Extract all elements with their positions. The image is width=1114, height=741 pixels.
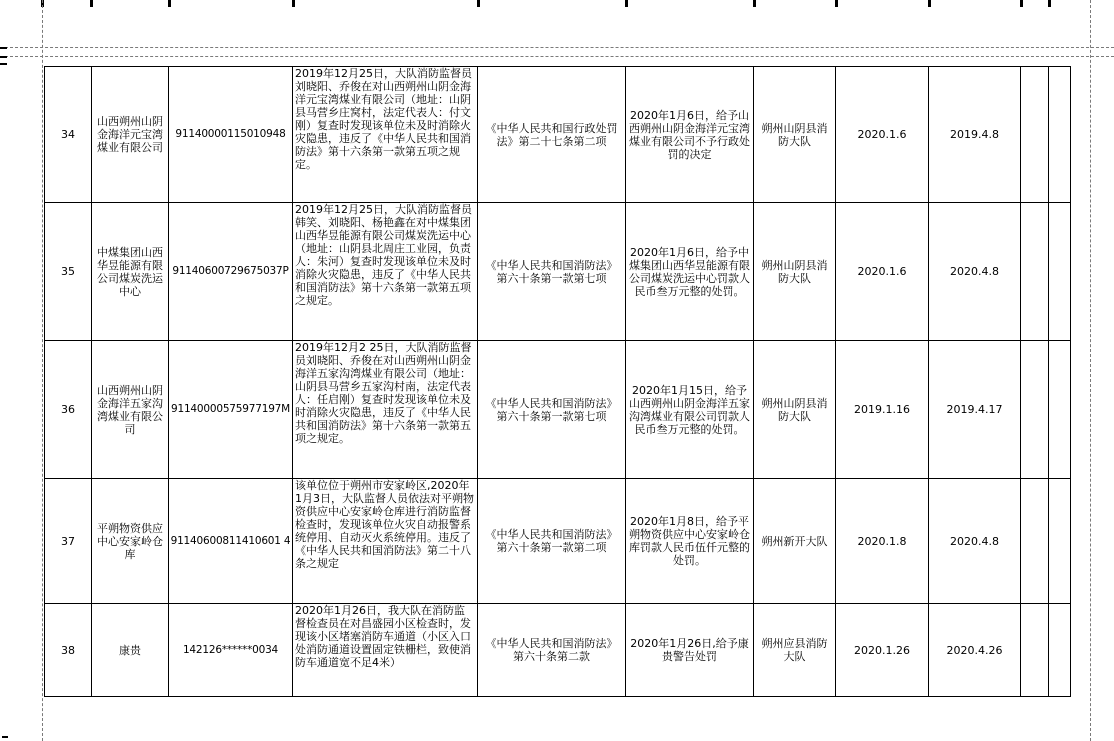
penalty-organ: 朔州山阴县消防大队 xyxy=(754,203,836,341)
empty-cell xyxy=(1021,203,1049,341)
ruler-tick xyxy=(90,0,93,7)
empty-cell xyxy=(1049,604,1071,697)
decision-date: 2020.1.6 xyxy=(836,203,929,341)
entity-name: 山西朔州山阴金海洋五家沟湾煤业有限公司 xyxy=(92,341,169,479)
penalty-result: 2020年1月15日，给予山西朔州山阴金海洋五家沟湾煤业有限公司罚款人民币叁万元整的处罚。 xyxy=(626,341,754,479)
page-break-marker xyxy=(0,47,7,49)
credit-code: 91140600811410601 4 xyxy=(169,479,293,604)
ruler-tick xyxy=(292,0,295,7)
penalty-organ: 朔州山阴县消防大队 xyxy=(754,341,836,479)
table-row xyxy=(45,341,1071,479)
empty-cell xyxy=(1049,67,1071,203)
credit-code: 91140600729675037P xyxy=(169,203,293,341)
table-row xyxy=(45,604,1071,697)
ruler-tick xyxy=(477,0,480,7)
page-margin-line xyxy=(42,0,43,741)
penalty-result: 2020年1月26日,给予康贵警告处罚 xyxy=(626,604,754,697)
table-row xyxy=(45,479,1071,604)
violation-facts: 该单位位于朔州市安家岭区,2020年1月3日，大队监督人员依法对平朔物资供应中心安家岭仓库进行消防监督检查时，发现该单位火灾自动报警系统停用、自动灭火系统停用。违反了《中华人民共和国消防法》第二十八条之规定 xyxy=(293,479,478,604)
violation-facts: 2019年12月2 25日，大队消防监督员刘晓阳、乔俊在对山西朔州山阴金海洋五家沟湾煤业有限公司（地址：山阴县马营乡五家沟村南，法定代表人：任启刚）复查时发现该单位未及时消除火灾隐患，违反了《中华人民共和国消防法》第十六条第一款第五项之规定。 xyxy=(293,341,478,479)
penalty-organ: 朔州新开大队 xyxy=(754,479,836,604)
empty-cell xyxy=(1021,479,1049,604)
entity-name: 山西朔州山阴金海洋元宝湾煤业有限公司 xyxy=(92,67,169,203)
penalty-basis: 《中华人民共和国消防法》第六十条第一款第七项 xyxy=(478,341,626,479)
violation-facts: 2019年12月25日，大队消防监督员刘晓阳、乔俊在对山西朔州山阴金海洋元宝湾煤业有限公司（地址：山阴县马营乡庄窝村，法定代表人：付文刚）复查时发现该单位未及时消除火灾隐患，违反了《中华人民共和国消防法》第十六条第一款第五项之规定。 xyxy=(293,67,478,203)
decision-date: 2020.1.8 xyxy=(836,479,929,604)
penalty-organ: 朔州应县消防大队 xyxy=(754,604,836,697)
entity-name: 康贵 xyxy=(92,604,169,697)
entity-name: 中煤集团山西华昱能源有限公司煤炭洗运中心 xyxy=(92,203,169,341)
page-break-marker xyxy=(0,56,7,58)
credit-code: 142126******0034 xyxy=(169,604,293,697)
penalty-organ: 朔州山阴县消防大队 xyxy=(754,67,836,203)
ruler-tick xyxy=(1020,0,1023,7)
page-break-marker xyxy=(2,736,8,738)
expiry-date: 2020.4.26 xyxy=(929,604,1021,697)
penalty-result: 2020年1月6日，给予中煤集团山西华昱能源有限公司煤炭洗运中心罚款人民币叁万元整的处罚。 xyxy=(626,203,754,341)
row-number: 37 xyxy=(45,479,92,604)
decision-date: 2019.1.16 xyxy=(836,341,929,479)
page-margin-line xyxy=(0,56,1114,57)
penalty-basis: 《中华人民共和国行政处罚法》第二十七条第二项 xyxy=(478,67,626,203)
credit-code: 91140000575977197M xyxy=(169,341,293,479)
page-margin-line xyxy=(1090,0,1091,741)
page-break-marker xyxy=(0,63,7,65)
empty-cell xyxy=(1049,203,1071,341)
page-margin-line xyxy=(0,47,1114,48)
ruler-tick xyxy=(835,0,838,7)
ruler-tick xyxy=(625,0,628,7)
row-number: 36 xyxy=(45,341,92,479)
credit-code: 91140000115010948 xyxy=(169,67,293,203)
decision-date: 2020.1.26 xyxy=(836,604,929,697)
table-row xyxy=(45,67,1071,203)
penalty-basis: 《中华人民共和国消防法》第六十条第二款 xyxy=(478,604,626,697)
row-number: 38 xyxy=(45,604,92,697)
empty-cell xyxy=(1021,67,1049,203)
penalty-result: 2020年1月6日，给予山西朔州山阴金海洋元宝湾煤业有限公司不予行政处罚的决定 xyxy=(626,67,754,203)
table-row xyxy=(45,203,1071,341)
page-ruler xyxy=(0,0,1114,8)
empty-cell xyxy=(1021,604,1049,697)
expiry-date: 2020.4.8 xyxy=(929,203,1021,341)
decision-date: 2020.1.6 xyxy=(836,67,929,203)
penalty-basis: 《中华人民共和国消防法》第六十条第一款第二项 xyxy=(478,479,626,604)
empty-cell xyxy=(1049,341,1071,479)
expiry-date: 2019.4.17 xyxy=(929,341,1021,479)
ruler-tick xyxy=(928,0,931,7)
ruler-tick xyxy=(168,0,171,7)
ruler-tick xyxy=(753,0,756,7)
penalty-table xyxy=(44,66,1071,697)
expiry-date: 2020.4.8 xyxy=(929,479,1021,604)
empty-cell xyxy=(1021,341,1049,479)
ruler-tick xyxy=(1048,0,1051,7)
row-number: 34 xyxy=(45,67,92,203)
violation-facts: 2020年1月26日，我大队在消防监督检查员在对昌盛园小区检查时，发现该小区堵塞消防车通道（小区入口处消防通道设置固定铁栅栏，致使消防车通道宽不足4米） xyxy=(293,604,478,697)
penalty-basis: 《中华人民共和国消防法》第六十条第一款第七项 xyxy=(478,203,626,341)
expiry-date: 2019.4.8 xyxy=(929,67,1021,203)
entity-name: 平朔物资供应中心安家岭仓库 xyxy=(92,479,169,604)
penalty-result: 2020年1月8日，给予平朔物资供应中心安家岭仓库罚款人民币伍仟元整的处罚。 xyxy=(626,479,754,604)
row-number: 35 xyxy=(45,203,92,341)
empty-cell xyxy=(1049,479,1071,604)
violation-facts: 2019年12月25日，大队消防监督员韩笑、刘晓阳、杨艳鑫在对中煤集团山西华昱能源有限公司煤炭洗运中心（地址：山阴县北周庄工业园，负责人：朱河）复查时发现该单位未及时消除火灾隐患，违反了《中华人民共和国消防法》第十六条第一款第五项之规定。 xyxy=(293,203,478,341)
